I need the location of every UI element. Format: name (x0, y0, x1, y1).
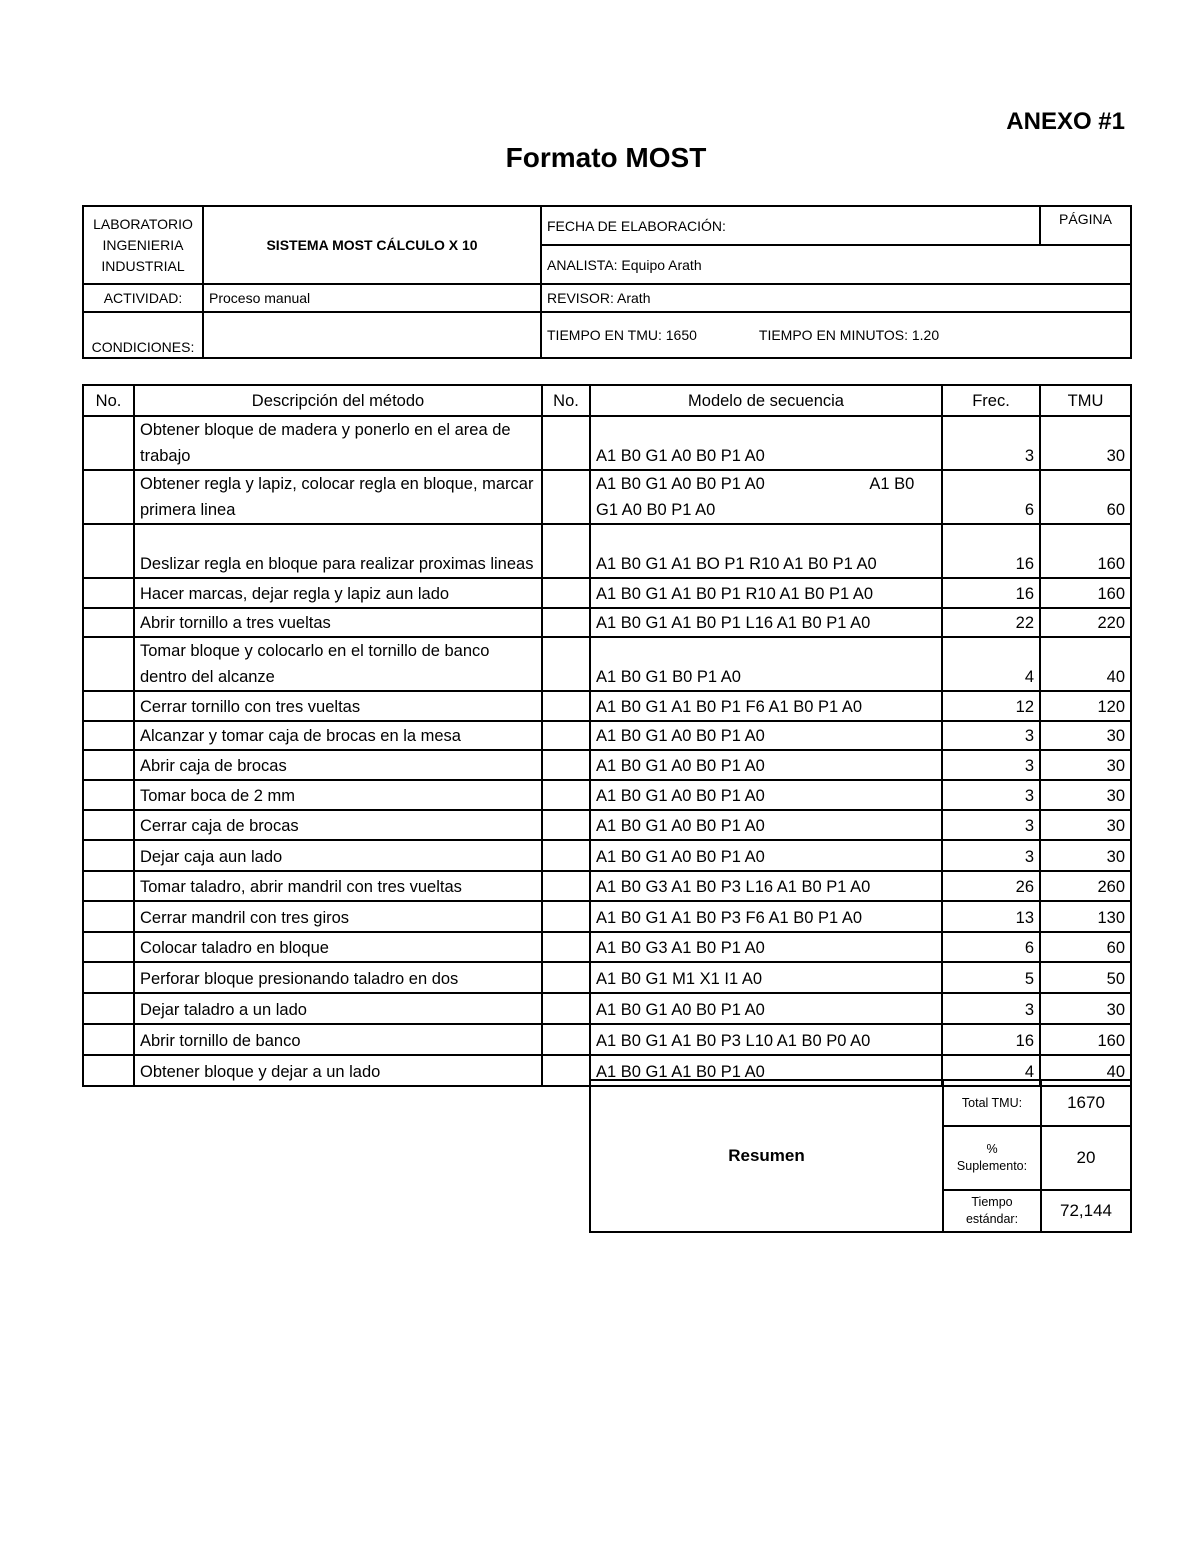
row-tmu: 30 (1040, 993, 1131, 1024)
row-frequency: 6 (942, 932, 1040, 962)
table-row (83, 901, 1131, 932)
row-sequence-model: A1 B0 G1 A0 B0 P1 A0 (590, 750, 942, 780)
row-sequence-model: A1 B0 G1 M1 X1 I1 A0 (590, 962, 942, 993)
row-number-2 (542, 721, 590, 750)
estandar-label-line-2: estándar: (965, 1212, 1019, 1226)
estandar-label (943, 1190, 1041, 1232)
row-number (83, 578, 134, 608)
row-description: Abrir caja de brocas (134, 750, 542, 780)
row-description: Tomar boca de 2 mm (134, 780, 542, 810)
row-sequence-model: A1 B0 G1 A1 B0 P1 L16 A1 B0 P1 A0 (590, 608, 942, 637)
row-sequence-model: A1 B0 G1 A1 BO P1 R10 A1 B0 P1 A0 (590, 524, 942, 578)
lab-cell (83, 206, 203, 284)
col-header-frec: Frec. (942, 385, 1040, 416)
row-tmu: 160 (1040, 524, 1131, 578)
total-tmu-value: 1670 (1041, 1080, 1131, 1126)
row-sequence-model: A1 B0 G1 A0 B0 P1 A0 A1 B0 G1 A0 B0 P1 A0 (590, 470, 942, 524)
fecha-label: FECHA DE ELABORACIÓN: (541, 206, 1040, 245)
row-tmu: 30 (1040, 416, 1131, 470)
actividad-label: ACTIVIDAD: (83, 284, 203, 312)
row-description: Dejar taladro a un lado (134, 993, 542, 1024)
row-description: Obtener bloque de madera y ponerlo en el area de trabajo (134, 416, 542, 470)
table-row (83, 608, 1131, 637)
table-row (83, 524, 1131, 578)
row-number-2 (542, 810, 590, 840)
row-number-2 (542, 691, 590, 721)
row-sequence-model: A1 B0 G1 A1 B0 P1 R10 A1 B0 P1 A0 (590, 578, 942, 608)
row-description: Alcanzar y tomar caja de brocas en la mesa (134, 721, 542, 750)
row-number-2 (542, 780, 590, 810)
table-row (83, 993, 1131, 1024)
row-frequency: 3 (942, 780, 1040, 810)
row-frequency: 3 (942, 993, 1040, 1024)
row-number (83, 608, 134, 637)
analista-field: ANALISTA: Equipo Arath (541, 245, 1131, 284)
row-frequency: 12 (942, 691, 1040, 721)
row-description: Dejar caja aun lado (134, 840, 542, 871)
row-number-2 (542, 1055, 590, 1086)
system-title: SISTEMA MOST CÁLCULO X 10 (203, 206, 541, 284)
row-frequency: 22 (942, 608, 1040, 637)
row-description: Deslizar regla en bloque para realizar proximas lineas (134, 524, 542, 578)
total-tmu-label: Total TMU: (943, 1080, 1041, 1126)
row-sequence-model: A1 B0 G3 A1 B0 P1 A0 (590, 932, 942, 962)
row-description: Abrir tornillo a tres vueltas (134, 608, 542, 637)
row-tmu: 160 (1040, 578, 1131, 608)
row-sequence-model: A1 B0 G3 A1 B0 P3 L16 A1 B0 P1 A0 (590, 871, 942, 901)
table-row (83, 962, 1131, 993)
row-sequence-model: A1 B0 G1 A1 B0 P3 L10 A1 B0 P0 A0 (590, 1024, 942, 1055)
row-description: Abrir tornillo de banco (134, 1024, 542, 1055)
row-description: Obtener bloque y dejar a un lado (134, 1055, 542, 1086)
row-number (83, 780, 134, 810)
table-row (83, 721, 1131, 750)
table-row (83, 840, 1131, 871)
row-sequence-model: A1 B0 G1 A0 B0 P1 A0 (590, 416, 942, 470)
row-tmu: 120 (1040, 691, 1131, 721)
table-row (83, 871, 1131, 901)
table-row (83, 691, 1131, 721)
lab-line-3: INDUSTRIAL (101, 257, 185, 274)
row-number (83, 901, 134, 932)
condiciones-value (203, 312, 541, 358)
row-description: Hacer marcas, dejar regla y lapiz aun lado (134, 578, 542, 608)
tiempo-field (541, 312, 1131, 358)
row-description: Cerrar mandril con tres giros (134, 901, 542, 932)
actividad-value: Proceso manual (203, 284, 541, 312)
row-number (83, 962, 134, 993)
row-number (83, 416, 134, 470)
row-tmu: 40 (1040, 1055, 1131, 1086)
table-row (83, 637, 1131, 691)
row-tmu: 30 (1040, 840, 1131, 871)
row-description: Tomar taladro, abrir mandril con tres vueltas (134, 871, 542, 901)
row-frequency: 4 (942, 637, 1040, 691)
row-number (83, 691, 134, 721)
row-number (83, 721, 134, 750)
row-frequency: 16 (942, 524, 1040, 578)
suplemento-value: 20 (1041, 1126, 1131, 1190)
row-number-2 (542, 871, 590, 901)
row-tmu: 60 (1040, 470, 1131, 524)
row-tmu: 40 (1040, 637, 1131, 691)
row-tmu: 30 (1040, 810, 1131, 840)
row-number (83, 1055, 134, 1086)
table-row (83, 750, 1131, 780)
table-header-row (83, 385, 1131, 416)
col-header-descripcion: Descripción del método (134, 385, 542, 416)
row-description: Tomar bloque y colocarlo en el tornillo de banco dentro del alcanze (134, 637, 542, 691)
row-frequency: 5 (942, 962, 1040, 993)
row-tmu: 30 (1040, 721, 1131, 750)
document-title: Formato MOST (505, 142, 707, 173)
table-row (83, 810, 1131, 840)
annex-label: ANEXO #1 (1006, 108, 1125, 135)
row-tmu: 60 (1040, 932, 1131, 962)
row-sequence-model: A1 B0 G1 A0 B0 P1 A0 (590, 840, 942, 871)
row-frequency: 3 (942, 810, 1040, 840)
row-number (83, 993, 134, 1024)
row-tmu: 30 (1040, 780, 1131, 810)
row-sequence-model: A1 B0 G1 A1 B0 P3 F6 A1 B0 P1 A0 (590, 901, 942, 932)
row-number (83, 637, 134, 691)
table-row (83, 470, 1131, 524)
row-number-2 (542, 524, 590, 578)
row-tmu: 160 (1040, 1024, 1131, 1055)
col-header-no: No. (83, 385, 134, 416)
row-description: Cerrar caja de brocas (134, 810, 542, 840)
col-header-tmu: TMU (1040, 385, 1131, 416)
table-row (83, 932, 1131, 962)
row-sequence-model: A1 B0 G1 A1 B0 P1 A0 (590, 1055, 942, 1086)
row-description: Colocar taladro en bloque (134, 932, 542, 962)
row-number-2 (542, 637, 590, 691)
row-frequency: 6 (942, 470, 1040, 524)
method-table (82, 384, 1132, 1087)
row-frequency: 13 (942, 901, 1040, 932)
row-tmu: 130 (1040, 901, 1131, 932)
row-frequency: 16 (942, 1024, 1040, 1055)
row-number-2 (542, 932, 590, 962)
table-row (83, 416, 1131, 470)
row-number-2 (542, 993, 590, 1024)
row-frequency: 3 (942, 750, 1040, 780)
lab-line-2: INGENIERIA (102, 236, 184, 253)
row-number (83, 932, 134, 962)
revisor-field: REVISOR: Arath (541, 284, 1131, 312)
table-row (83, 1024, 1131, 1055)
row-number-2 (542, 840, 590, 871)
row-number-2 (542, 901, 590, 932)
row-frequency: 3 (942, 721, 1040, 750)
row-number (83, 524, 134, 578)
row-number (83, 871, 134, 901)
row-sequence-model: A1 B0 G1 A0 B0 P1 A0 (590, 810, 942, 840)
row-number (83, 750, 134, 780)
row-sequence-model: A1 B0 G1 A0 B0 P1 A0 (590, 780, 942, 810)
row-number (83, 1024, 134, 1055)
summary-table (589, 1079, 1132, 1233)
suplemento-label-line-1: % (986, 1142, 998, 1156)
suplemento-label-line-2: Suplemento: (956, 1159, 1028, 1173)
row-frequency: 3 (942, 840, 1040, 871)
row-number-2 (542, 608, 590, 637)
row-tmu: 50 (1040, 962, 1131, 993)
row-number-2 (542, 750, 590, 780)
header-table (82, 205, 1132, 359)
summary-title: Resumen (590, 1080, 943, 1232)
col-header-modelo: Modelo de secuencia (590, 385, 942, 416)
table-row (83, 780, 1131, 810)
row-number-2 (542, 578, 590, 608)
row-description: Obtener regla y lapiz, colocar regla en bloque, marcar primera linea (134, 470, 542, 524)
row-frequency: 16 (942, 578, 1040, 608)
estandar-value: 72,144 (1041, 1190, 1131, 1232)
tiempo-tmu: TIEMPO EN TMU: 1650 (547, 327, 697, 343)
row-sequence-model: A1 B0 G1 A0 B0 P1 A0 (590, 993, 942, 1024)
row-frequency: 26 (942, 871, 1040, 901)
row-number-2 (542, 416, 590, 470)
row-sequence-model: A1 B0 G1 A0 B0 P1 A0 (590, 721, 942, 750)
estandar-label-line-1: Tiempo (971, 1195, 1013, 1209)
row-description: Perforar bloque presionando taladro en dos (134, 962, 542, 993)
row-description: Cerrar tornillo con tres vueltas (134, 691, 542, 721)
pagina-label: PÁGINA (1040, 206, 1131, 245)
row-frequency: 3 (942, 416, 1040, 470)
row-number-2 (542, 962, 590, 993)
row-number-2 (542, 1024, 590, 1055)
row-number (83, 840, 134, 871)
row-number (83, 470, 134, 524)
condiciones-label: CONDICIONES: (83, 312, 203, 358)
row-number-2 (542, 470, 590, 524)
row-frequency: 4 (942, 1055, 1040, 1086)
table-row (83, 578, 1131, 608)
lab-line-1: LABORATORIO (93, 215, 193, 232)
suplemento-label (943, 1126, 1041, 1190)
row-tmu: 220 (1040, 608, 1131, 637)
row-tmu: 30 (1040, 750, 1131, 780)
row-sequence-model: A1 B0 G1 B0 P1 A0 (590, 637, 942, 691)
tiempo-minutos: TIEMPO EN MINUTOS: 1.20 (758, 327, 940, 343)
row-number (83, 810, 134, 840)
col-header-no-2: No. (542, 385, 590, 416)
row-tmu: 260 (1040, 871, 1131, 901)
row-sequence-model: A1 B0 G1 A1 B0 P1 F6 A1 B0 P1 A0 (590, 691, 942, 721)
